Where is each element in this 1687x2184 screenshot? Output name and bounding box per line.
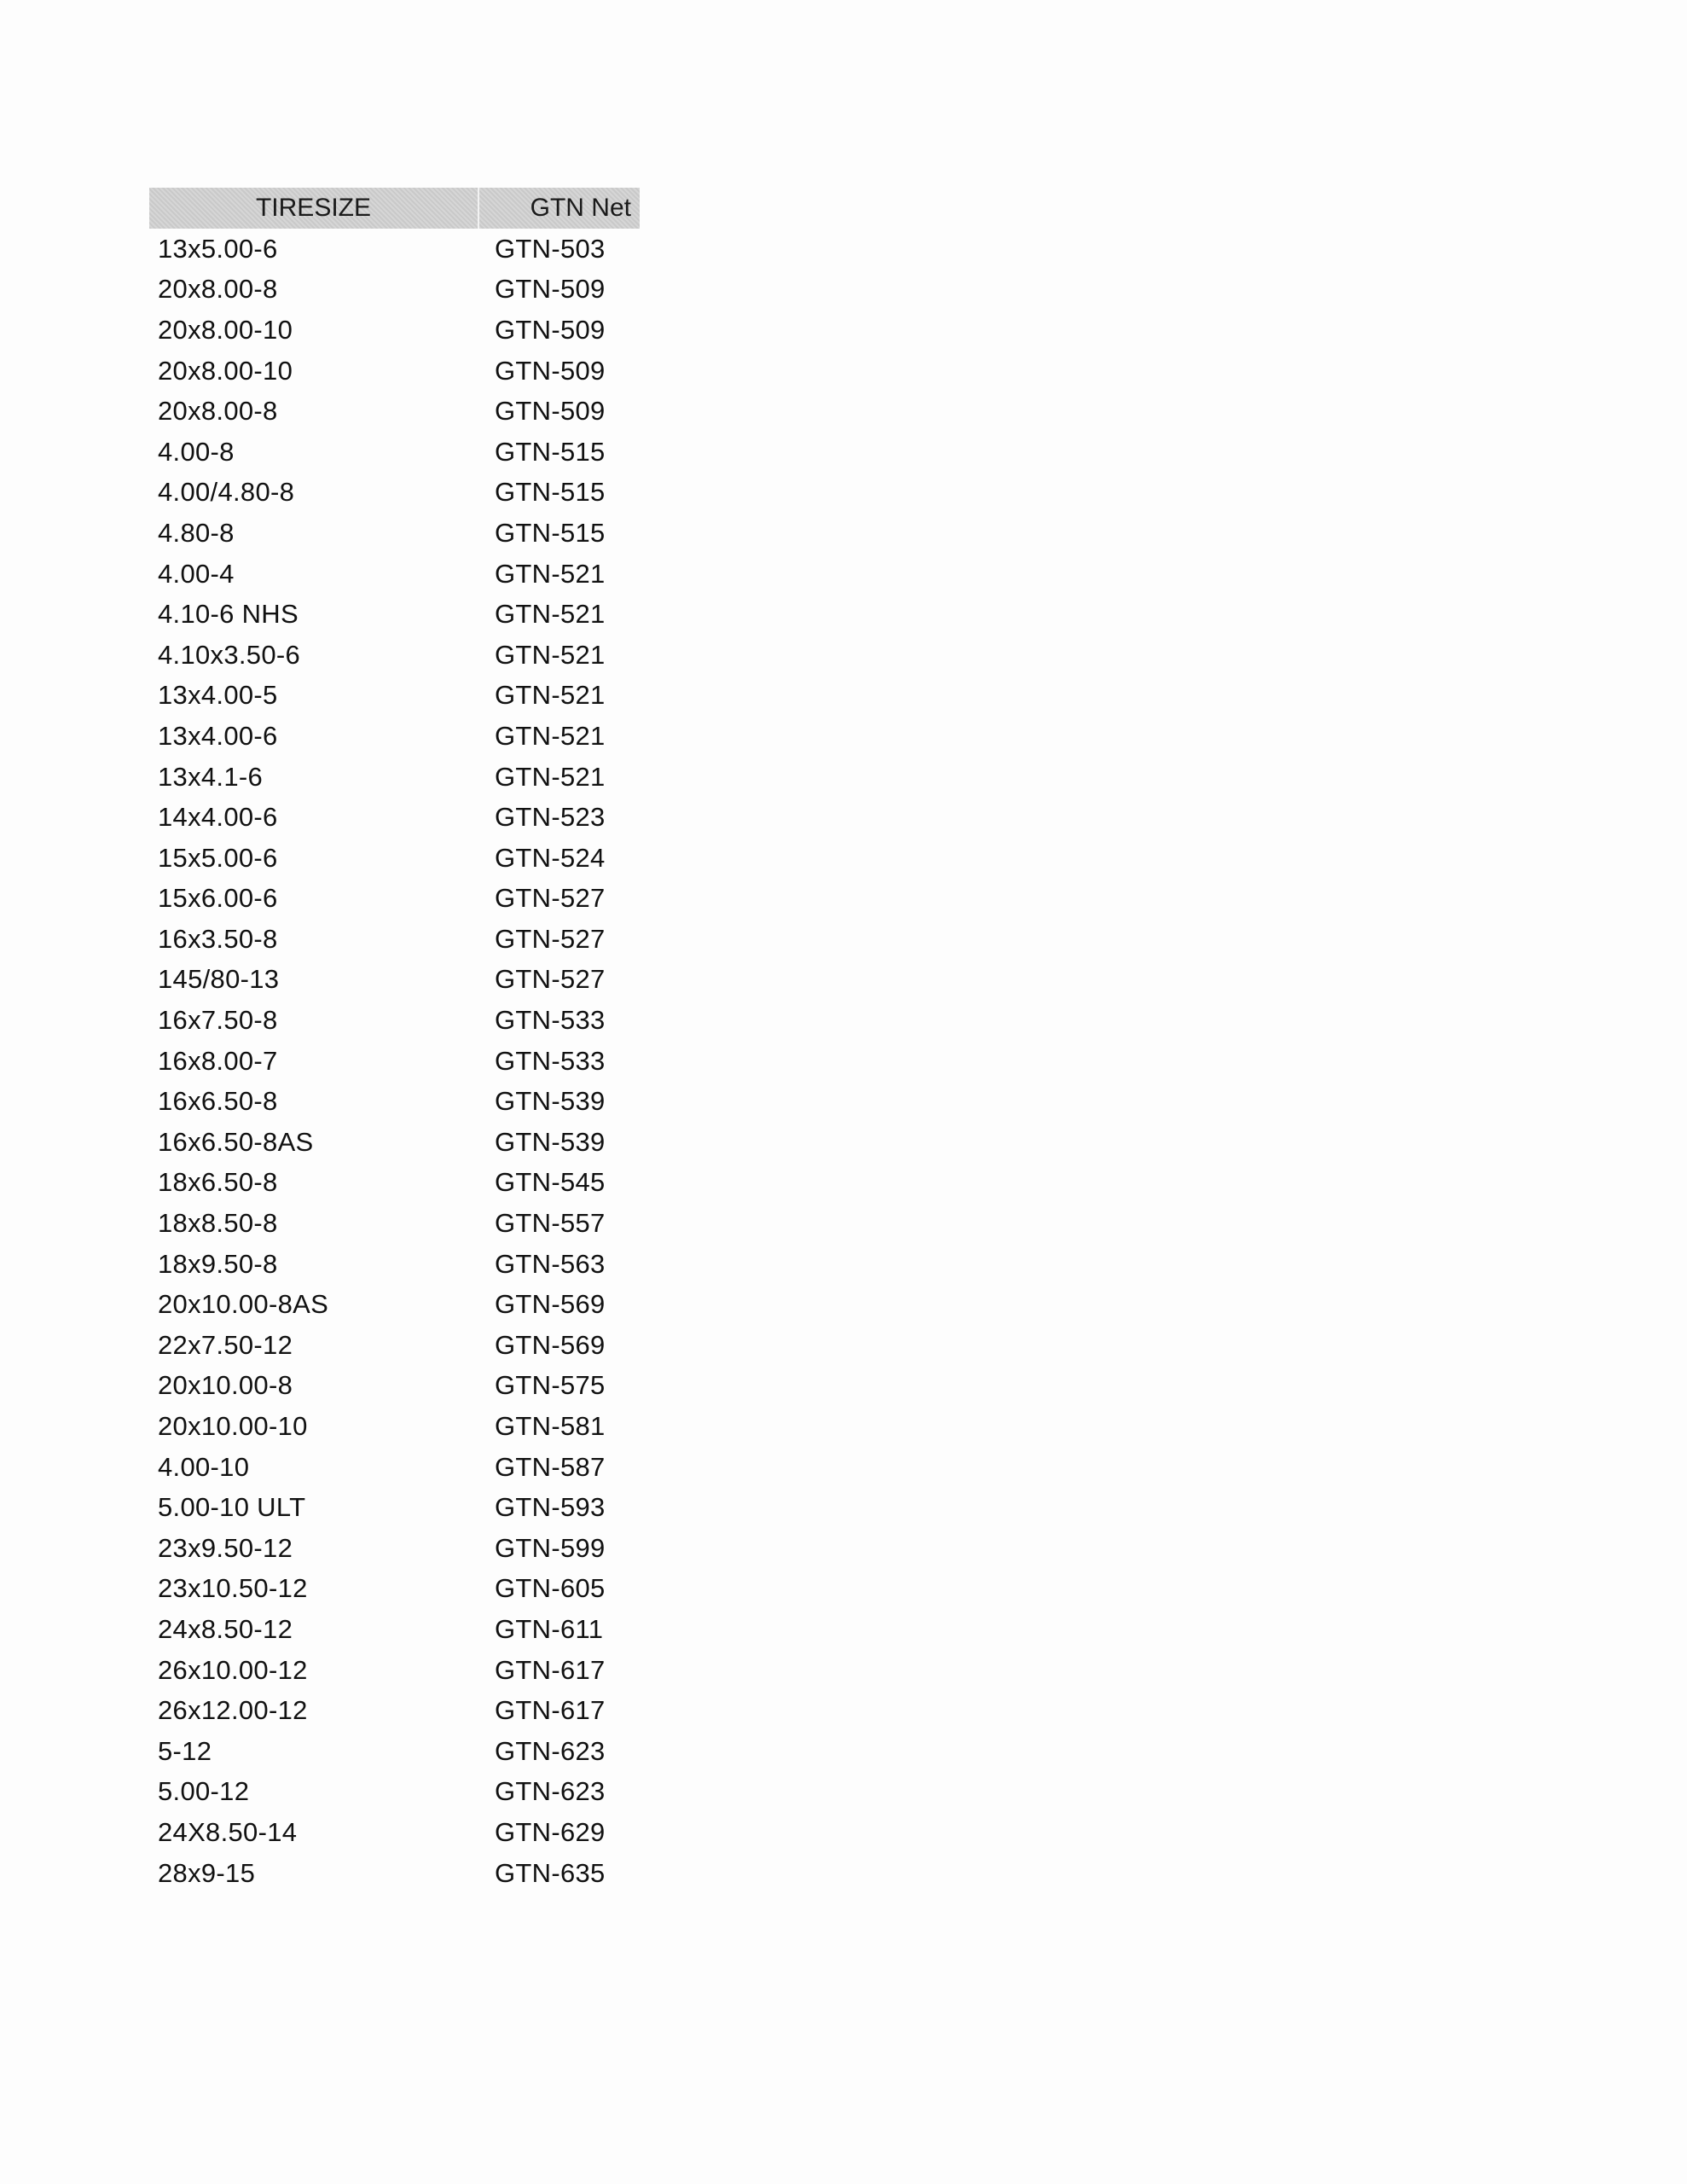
- tire-size-cell: 20x8.00-8: [158, 274, 278, 305]
- table-row: [149, 229, 640, 270]
- tire-size-cell: 13x4.00-5: [158, 680, 278, 711]
- table-row: [149, 1081, 640, 1122]
- tire-size-cell: 15x5.00-6: [158, 842, 278, 873]
- table-row: [149, 960, 640, 1001]
- gtn-net-cell: GTN-569: [495, 1289, 606, 1320]
- gtn-net-cell: GTN-623: [495, 1776, 606, 1807]
- gtn-net-cell: GTN-575: [495, 1370, 606, 1401]
- gtn-net-cell: GTN-587: [495, 1451, 606, 1482]
- gtn-net-cell: GTN-581: [495, 1411, 606, 1442]
- gtn-net-cell: GTN-617: [495, 1695, 606, 1726]
- gtn-net-cell: GTN-527: [495, 923, 606, 954]
- table-row: [149, 1569, 640, 1610]
- table-row: [149, 473, 640, 514]
- tire-size-cell: 16x3.50-8: [158, 923, 278, 954]
- table-row: [149, 310, 640, 351]
- tire-size-cell: 13x5.00-6: [158, 233, 278, 264]
- table-row: [149, 1528, 640, 1569]
- tire-size-cell: 4.10-6 NHS: [158, 599, 299, 630]
- table-row: [149, 797, 640, 838]
- gtn-net-cell: GTN-527: [495, 883, 606, 914]
- table-row: [149, 513, 640, 554]
- table-row: [149, 757, 640, 798]
- table-row: [149, 635, 640, 676]
- header-gtn-net: GTN Net: [530, 194, 631, 222]
- tire-size-cell: 26x10.00-12: [158, 1654, 308, 1685]
- gtn-net-cell: GTN-563: [495, 1248, 606, 1279]
- tire-size-cell: 23x10.50-12: [158, 1573, 308, 1604]
- gtn-net-cell: GTN-509: [495, 314, 606, 345]
- tire-size-cell: 20x10.00-8AS: [158, 1289, 329, 1320]
- tire-size-cell: 18x6.50-8: [158, 1167, 278, 1198]
- tire-size-cell: 5-12: [158, 1735, 212, 1766]
- tire-size-cell: 18x8.50-8: [158, 1208, 278, 1239]
- tire-size-cell: 23x9.50-12: [158, 1532, 293, 1563]
- tire-size-cell: 4.10x3.50-6: [158, 639, 301, 670]
- tire-size-cell: 5.00-12: [158, 1776, 250, 1807]
- gtn-net-cell: GTN-527: [495, 964, 606, 995]
- tire-size-cell: 24X8.50-14: [158, 1816, 298, 1847]
- table-row: [149, 676, 640, 717]
- gtn-net-cell: GTN-533: [495, 1045, 606, 1076]
- table-row: [149, 391, 640, 432]
- table-row: [149, 1487, 640, 1528]
- tire-size-cell: 14x4.00-6: [158, 802, 278, 833]
- table-row: [149, 1000, 640, 1041]
- tire-size-cell: 20x10.00-8: [158, 1370, 293, 1401]
- table-row: [149, 554, 640, 595]
- table-row: [149, 1609, 640, 1650]
- gtn-net-cell: GTN-605: [495, 1573, 606, 1604]
- table-row: [149, 1163, 640, 1204]
- gtn-net-cell: GTN-503: [495, 233, 606, 264]
- gtn-net-cell: GTN-593: [495, 1492, 606, 1523]
- table-row: [149, 879, 640, 920]
- table-row: [149, 351, 640, 392]
- table-row: [149, 716, 640, 757]
- gtn-net-cell: GTN-539: [495, 1086, 606, 1117]
- tire-size-cell: 16x8.00-7: [158, 1045, 278, 1076]
- gtn-net-cell: GTN-569: [495, 1329, 606, 1360]
- tire-size-cell: 13x4.1-6: [158, 761, 264, 792]
- gtn-net-cell: GTN-557: [495, 1208, 606, 1239]
- tire-size-cell: 16x7.50-8: [158, 1005, 278, 1036]
- table-row: [149, 919, 640, 960]
- table-row: [149, 1122, 640, 1163]
- table-row: [149, 1772, 640, 1813]
- gtn-net-cell: GTN-509: [495, 355, 606, 386]
- tire-size-cell: 4.00-4: [158, 558, 235, 589]
- table-row: [149, 1041, 640, 1082]
- tire-size-table: [149, 188, 640, 1893]
- tire-size-cell: 24x8.50-12: [158, 1613, 293, 1644]
- gtn-net-cell: GTN-521: [495, 558, 606, 589]
- table-row: [149, 1690, 640, 1731]
- table-row: [149, 1731, 640, 1772]
- tire-size-cell: 22x7.50-12: [158, 1329, 293, 1360]
- tire-size-cell: 20x8.00-10: [158, 355, 293, 386]
- table-header: [149, 188, 640, 229]
- table-row: [149, 838, 640, 879]
- gtn-net-cell: GTN-515: [495, 477, 606, 508]
- gtn-net-cell: GTN-521: [495, 599, 606, 630]
- gtn-net-cell: GTN-521: [495, 639, 606, 670]
- table-row: [149, 594, 640, 635]
- gtn-net-cell: GTN-523: [495, 802, 606, 833]
- tire-size-cell: 28x9-15: [158, 1857, 256, 1888]
- tire-size-cell: 4.00-8: [158, 436, 235, 467]
- gtn-net-cell: GTN-611: [495, 1613, 604, 1644]
- tire-size-cell: 20x10.00-10: [158, 1411, 308, 1442]
- header-tiresize: TIRESIZE: [149, 188, 479, 229]
- table-row: [149, 1447, 640, 1488]
- tire-size-cell: 4.00-10: [158, 1451, 250, 1482]
- table-row: [149, 1244, 640, 1285]
- tire-size-cell: 16x6.50-8: [158, 1086, 278, 1117]
- table-row: [149, 270, 640, 311]
- gtn-net-cell: GTN-617: [495, 1654, 606, 1685]
- tire-size-cell: 26x12.00-12: [158, 1695, 308, 1726]
- tire-size-cell: 13x4.00-6: [158, 720, 278, 751]
- table-row: [149, 1284, 640, 1325]
- table-row: [149, 1853, 640, 1894]
- tire-size-cell: 5.00-10 ULT: [158, 1492, 306, 1523]
- table-row: [149, 1650, 640, 1691]
- gtn-net-cell: GTN-515: [495, 517, 606, 548]
- gtn-net-cell: GTN-521: [495, 720, 606, 751]
- gtn-net-cell: GTN-539: [495, 1126, 606, 1157]
- gtn-net-cell: GTN-629: [495, 1816, 606, 1847]
- gtn-net-cell: GTN-524: [495, 842, 606, 873]
- table-row: [149, 1325, 640, 1366]
- table-body: [149, 229, 640, 1893]
- table-row: [149, 1812, 640, 1853]
- table-row: [149, 1366, 640, 1407]
- tire-size-cell: 4.00/4.80-8: [158, 477, 295, 508]
- tire-size-cell: 18x9.50-8: [158, 1248, 278, 1279]
- tire-size-cell: 15x6.00-6: [158, 883, 278, 914]
- tire-size-cell: 4.80-8: [158, 517, 235, 548]
- gtn-net-cell: GTN-521: [495, 680, 606, 711]
- gtn-net-cell: GTN-623: [495, 1735, 606, 1766]
- tire-size-cell: 16x6.50-8AS: [158, 1126, 314, 1157]
- table-row: [149, 1406, 640, 1447]
- gtn-net-cell: GTN-509: [495, 396, 606, 427]
- gtn-net-cell: GTN-521: [495, 761, 606, 792]
- table-row: [149, 432, 640, 473]
- tire-size-cell: 145/80-13: [158, 964, 280, 995]
- gtn-net-cell: GTN-515: [495, 436, 606, 467]
- tire-size-cell: 20x8.00-10: [158, 314, 293, 345]
- gtn-net-cell: GTN-599: [495, 1532, 606, 1563]
- gtn-net-cell: GTN-545: [495, 1167, 606, 1198]
- gtn-net-cell: GTN-509: [495, 274, 606, 305]
- table-row: [149, 1203, 640, 1244]
- tire-size-cell: 20x8.00-8: [158, 396, 278, 427]
- gtn-net-cell: GTN-635: [495, 1857, 606, 1888]
- gtn-net-cell: GTN-533: [495, 1005, 606, 1036]
